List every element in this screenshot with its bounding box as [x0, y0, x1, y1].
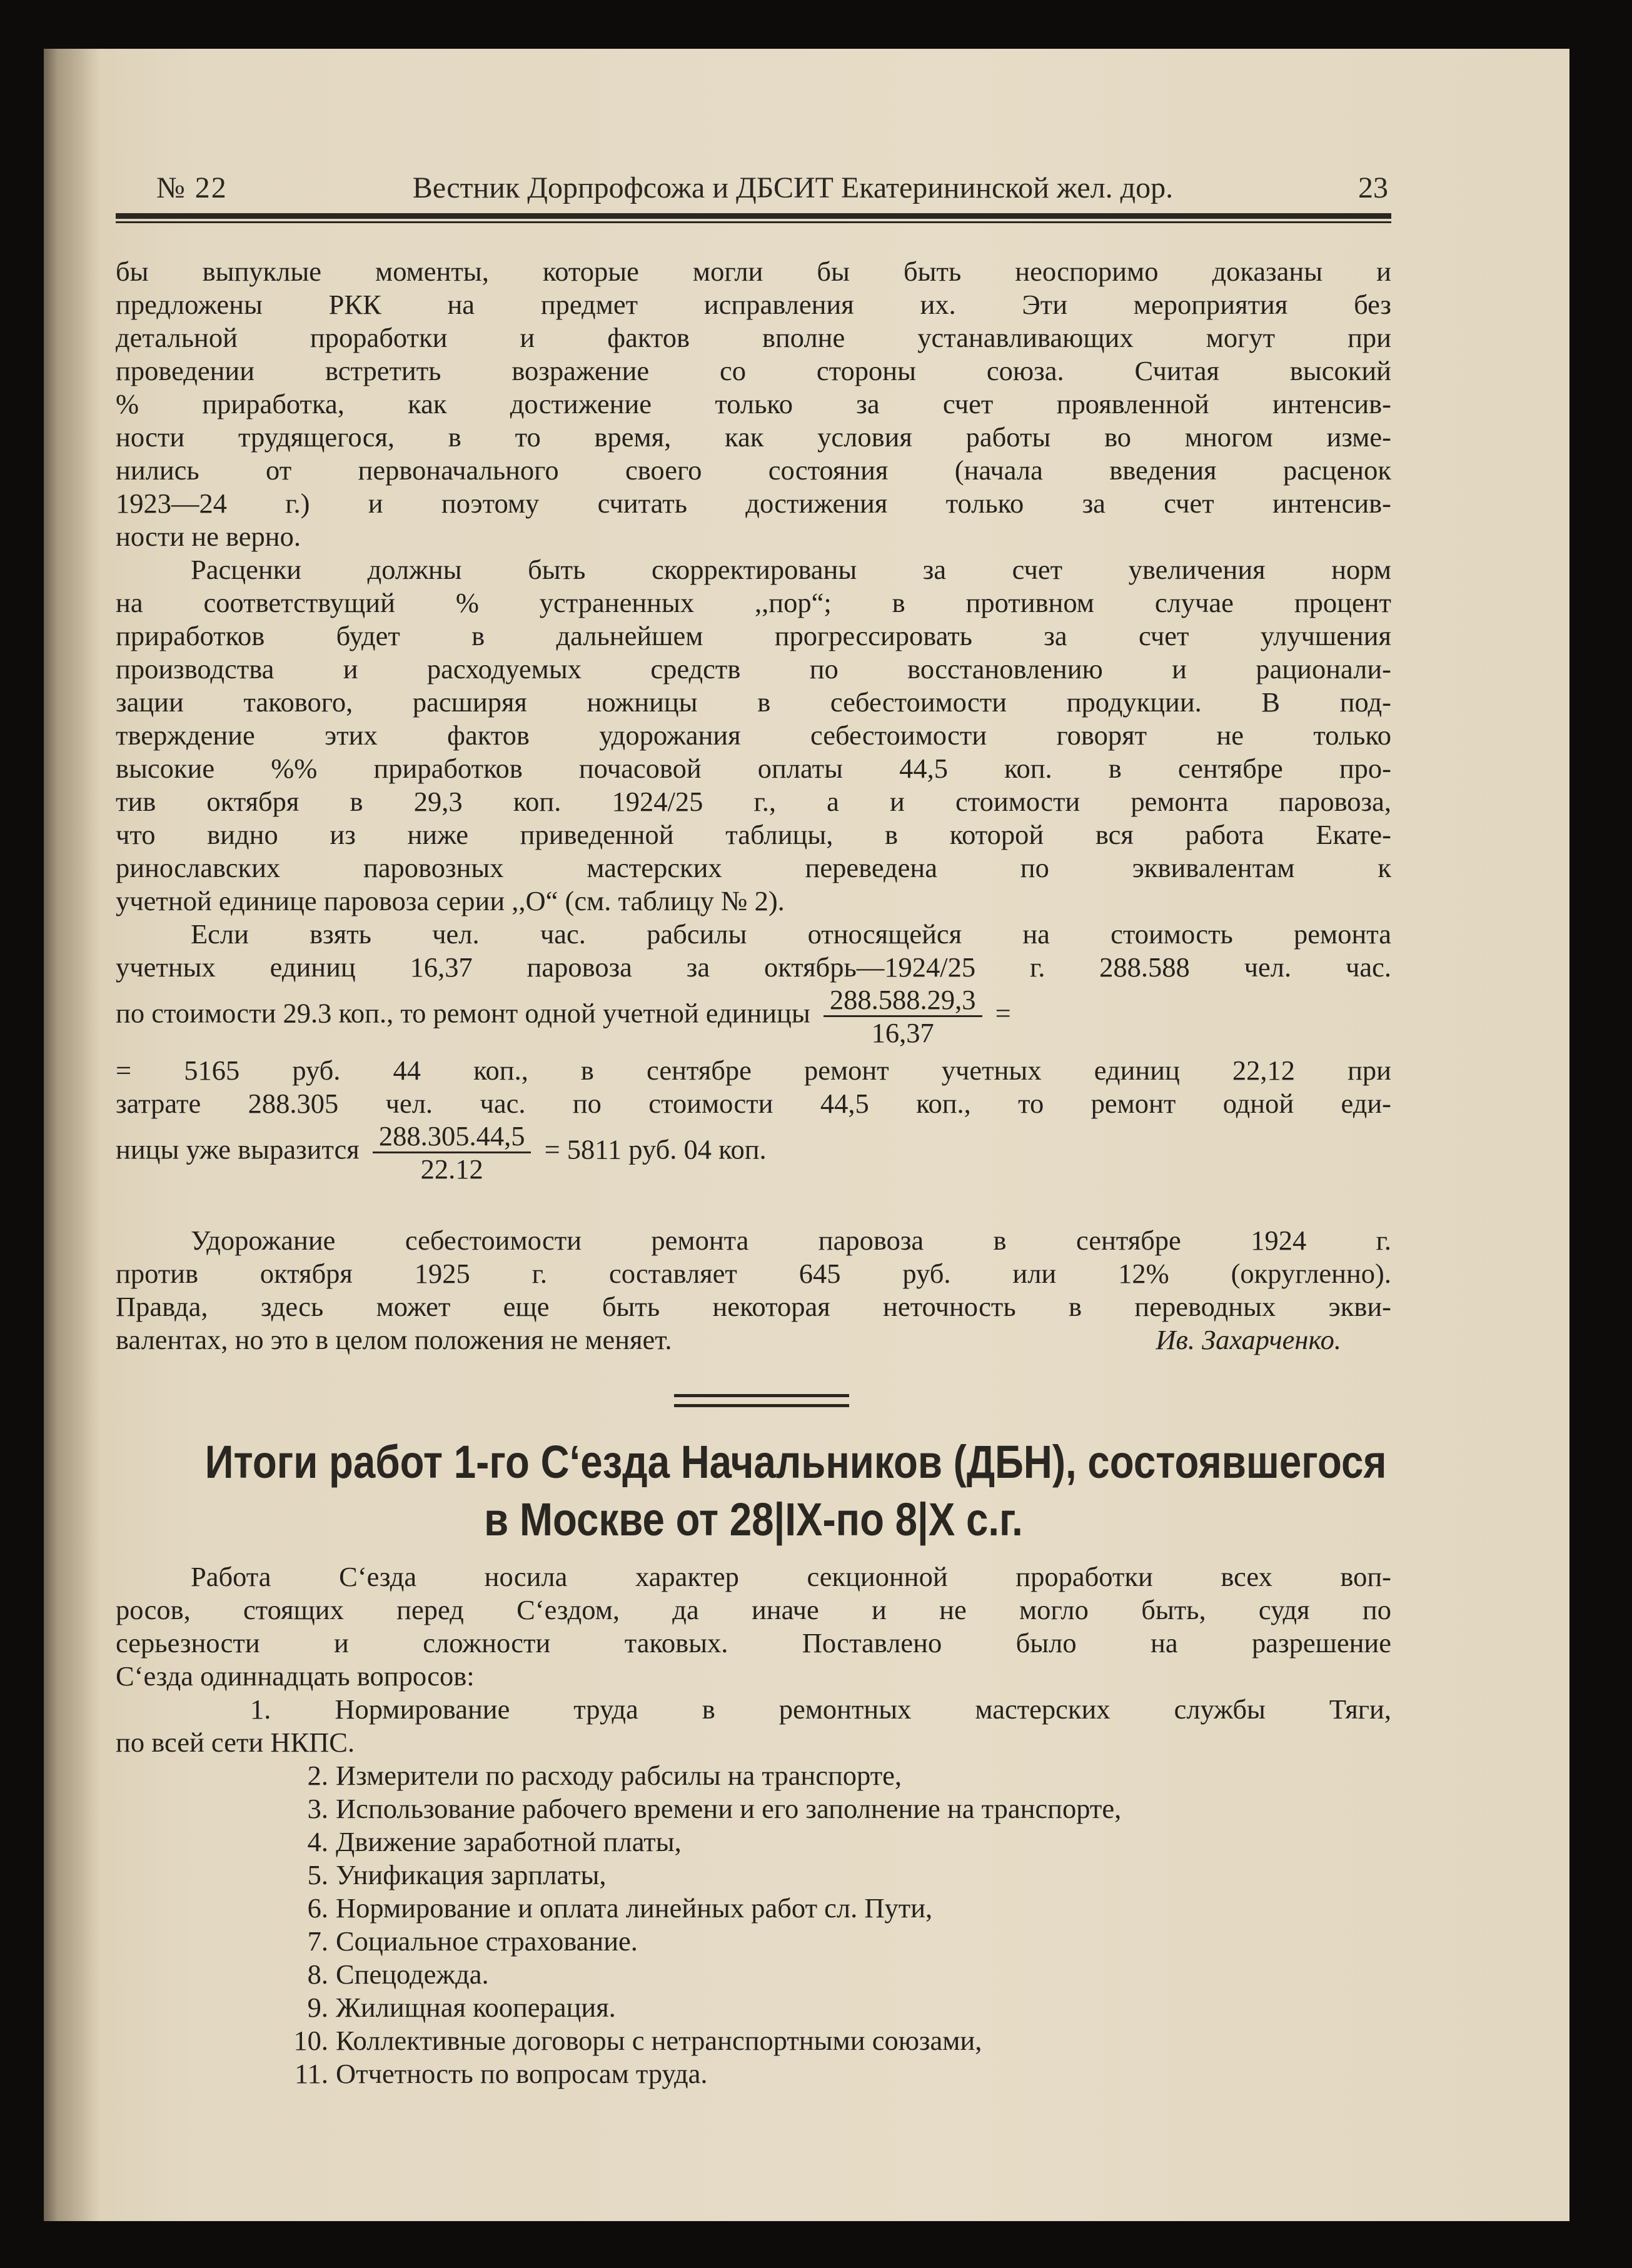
closing-line: валентах, но это в целом положения не меняет.	[116, 1324, 672, 1355]
list-item-text: Отчетность по вопросам труда.	[336, 2058, 708, 2089]
list-item-text: Измерители по расходу рабсилы на транспорте,	[336, 1760, 902, 1791]
article-paragraph-3: Если взять чел. час. рабсилы относящейся на стоимость ремонта учетных единиц 16,37 паровоза за октябрь—1924/25 г. 288.588 чел. час.	[116, 918, 1391, 983]
article-paragraph-1: бы выпуклые моменты, которые могли бы быть неоспоримо доказаны и предложены РКК на предмет исправления их. Эти мероприятия без детальной проработки и фактов вполне устанавливающих могут при проведении встретить возражение со стороны союза. Считая высокий % приработка, как достижение только за счет проявленной интенсив- ности трудящегося, в то время, как условия работы во многом изме- нились от первоначального своего состояния (начала введения расценок 1923—24 г.) и поэтому считать достижения только за счет интенсив- ности не верно.	[116, 256, 1391, 552]
list-item-text: Унификация зарплаты,	[336, 1859, 607, 1890]
list-item-number: 11.	[295, 2058, 328, 2089]
formula-1: по стоимости 29.3 коп., то ремонт одной учетной единицы $\frac{288.588.29,3}{16,37}$ =	[116, 984, 1011, 1048]
question-item-1: 1. Нормирование труда в ремонтных мастерских службы Тяги, по всей сети НКПС.	[116, 1693, 1391, 1758]
list-item-number: 9.	[307, 1992, 328, 2023]
list-item-text: Движение заработной платы,	[336, 1826, 682, 1857]
list-item-number: 8.	[307, 1959, 328, 1990]
questions-list	[116, 1759, 1391, 2090]
list-item-text: Коллективные договоры с нетранспортными союзами,	[336, 2025, 982, 2056]
formula-2: ницы уже выразится $\frac{288.305.44,5}{22.12}$ = 5811 руб. 04 коп.	[116, 1120, 767, 1185]
list-item-text: Социальное страхование.	[336, 1925, 638, 1957]
separator-rule-top	[674, 1394, 849, 1397]
list-item	[116, 1859, 1391, 1892]
list-item	[116, 1958, 1391, 1991]
article-title: Итоги работ 1-го С‘езда Начальников (ДБН), состоявшегося в Москве от 28|IX-по 8|Х с.г.	[204, 1436, 1387, 1545]
list-item-text: Нормирование и оплата линейных работ сл. Пути,	[336, 1892, 933, 1924]
list-item-text: Спецодежда.	[336, 1959, 489, 1990]
article-paragraph-2: Расценки должны быть скорректированы за счет увеличения норм на соответствущий % устраненных ,,пор“; в противном случае процент приработков будет в дальнейшем прогрессировать за счет улучшения производства и расходуемых средств по восстановлению и рационали- зации такового, расширяя ножницы в себестоимости продукции. В под- тверждение этих фактов удорожания себестоимости говорят не только высокие %% приработков почасовой оплаты 44,5 коп. в сентябре про- тив октября в 29,3 коп. 1924/25 г., а и стоимости ремонта паровоза, что видно из ниже приведенной таблицы, в которой вся работа Екате- ринославских паровозных мастерских переведена по эквивалентам к учетной единице паровоза серии ,,О“ (см. таблицу № 2).	[116, 554, 1391, 916]
article-intro: Работа С‘езда носила характер секционной проработки всех воп- росов, стоящих перед С‘ездом, да иначе и не могло быть, судя по серьезности и сложности таковых. Поставлено было на разрешение С‘езда одиннадцать вопросов:	[116, 1561, 1391, 1692]
list-item	[116, 1792, 1391, 1825]
separator-rule-bottom	[674, 1404, 849, 1407]
list-item-number: 3.	[307, 1793, 328, 1824]
list-item-number: 10.	[293, 2025, 328, 2056]
header-rule-thick	[116, 213, 1391, 219]
list-item-text: Жилищная кооперация.	[336, 1992, 616, 2023]
page-number: 23	[1358, 171, 1388, 204]
list-item	[116, 1759, 1391, 1792]
list-item	[116, 1892, 1391, 1925]
list-item-number: 4.	[307, 1826, 328, 1857]
header-rule-thin	[116, 221, 1391, 223]
list-item-number: 5.	[307, 1859, 328, 1890]
fraction-2: $\frac{288.305.44,5}{22.12}$	[373, 1120, 531, 1185]
list-item	[116, 1991, 1391, 2024]
list-item-text: Использование рабочего времени и его заполнение на транспорте,	[336, 1793, 1122, 1824]
list-item	[116, 1825, 1391, 1859]
list-item	[116, 2057, 1391, 2090]
article-paragraph-4: = 5165 руб. 44 коп., в сентябре ремонт учетных единиц 22,12 при затрате 288.305 чел. час. по стоимости 44,5 коп., то ремонт одной еди-	[116, 1055, 1391, 1119]
running-header	[156, 171, 1388, 208]
list-item-number: 6.	[307, 1892, 328, 1924]
author-signature: Ив. Захарченко.	[1156, 1324, 1341, 1355]
issue-number: № 22	[156, 171, 228, 204]
journal-title: Вестник Дорпрофсожа и ДБСИТ Екатерининской жел. дор.	[412, 171, 1174, 204]
list-item	[116, 2024, 1391, 2057]
article-paragraph-5: Удорожание себестоимости ремонта паровоза в сентябре 1924 г. против октября 1925 г. составляет 645 руб. или 12% (округленно). Правда, здесь может еще быть некоторая неточность в переводных экви- валентах, но это в целом положения не меняет. Ив. Захарченко.	[116, 1225, 1391, 1355]
list-item	[116, 1925, 1391, 1958]
list-item-number: 7.	[307, 1925, 328, 1957]
list-item-number: 2.	[307, 1760, 328, 1791]
fraction-1: $\frac{288.588.29,3}{16,37}$	[824, 984, 982, 1048]
document-page	[44, 49, 1569, 2221]
